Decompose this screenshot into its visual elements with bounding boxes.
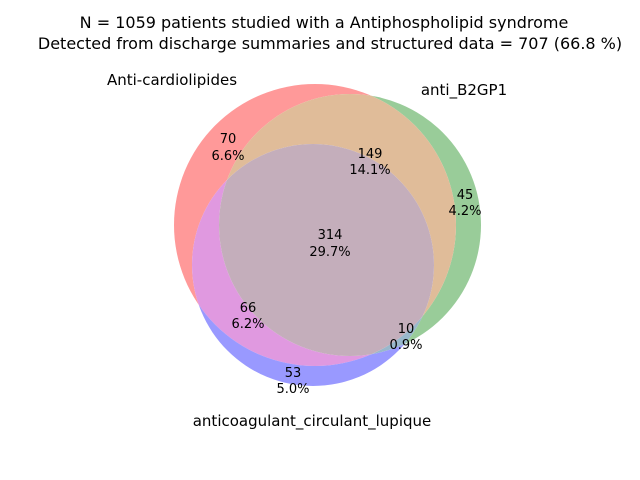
set-label-anti-cardiolipides: Anti-cardiolipides xyxy=(106,71,238,89)
region-c-only-percent: 5.0% xyxy=(276,382,310,397)
region-b-c-percent: 0.9% xyxy=(389,338,423,353)
set-label-anticoagulant-circulant-lupique: anticoagulant_circulant_lupique xyxy=(192,412,432,430)
chart-title-line-2: Detected from discharge summaries and structured data = 707 (66.8 %) xyxy=(37,34,623,53)
chart-title xyxy=(38,13,622,53)
chart-title-line-1: N = 1059 patients studied with a Antiphospholipid syndrome xyxy=(79,13,569,32)
region-a-only-percent: 6.6% xyxy=(211,149,245,164)
region-a-b-c-percent: 29.7% xyxy=(309,245,351,260)
region-a-only-count: 70 xyxy=(219,132,237,147)
region-b-c-count: 10 xyxy=(397,322,415,337)
region-a-c-count: 66 xyxy=(239,301,257,316)
region-a-b-c-count: 314 xyxy=(317,228,343,243)
region-b-only-count: 45 xyxy=(456,188,474,203)
region-a-c-percent: 6.2% xyxy=(231,317,265,332)
region-a-b-count: 149 xyxy=(357,147,383,162)
region-c-only-count: 53 xyxy=(284,366,302,381)
set-label-anti-b2gp1: anti_B2GP1 xyxy=(420,81,508,99)
region-b-only-percent: 4.2% xyxy=(448,204,482,219)
region-a-b-percent: 14.1% xyxy=(349,163,391,178)
